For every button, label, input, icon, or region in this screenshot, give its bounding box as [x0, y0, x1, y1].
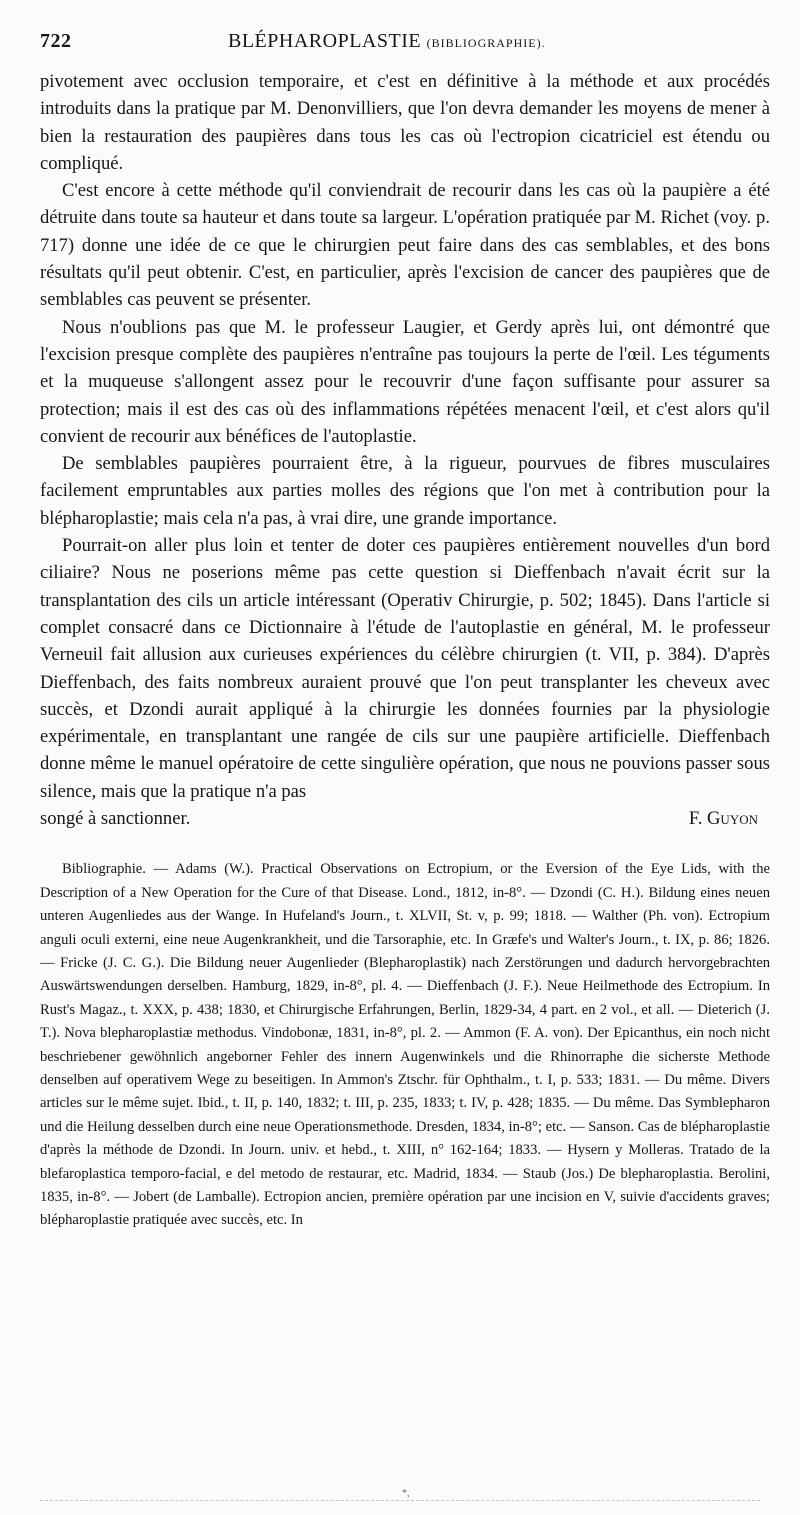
final-line: songé à sanctionner. [40, 808, 191, 830]
running-title-main: BLÉPHAROPLASTIE [228, 30, 422, 52]
article-body [40, 68, 770, 832]
paragraph: pivotement avec occlusion temporaire, et c'est en définitive à la méthode et aux procédés introduits dans la pratique par M. Denonvilliers, que l'on devra demander les moyens de mener à bien la restauration des paupières dans tous les cas où l'ectropion cicatriciel est étendu ou compliqué. [40, 71, 770, 174]
footer-rule [40, 1500, 760, 1501]
bibliography: Bibliographie. — Adams (W.). Practical Observations on Ectropium, or the Eversion of the Eye Lids, with the Description of a New Operation for the Cure of that Disease. Lond., 1812, in-8°. — Dzondi (C. H.). Bildung eines neuen unteren Augenliedes aus der Wange. In Hufeland's Journ., t. XLVII, St. v, p. 99; 1818. — Walther (Ph. von). Ectropium anguli oculi externi, eine neue Augenkrankheit, und die Tarsoraphie, etc. In Græfe's und Walter's Journ., t. IX, p. 86; 1826. — Fricke (J. C. G.). Die Bildung neuer Augenlieder (Blepharoplastik) nach Zerstörungen und dadurch hervorgebrachten Auswärtswendungen derselben. Hamburg, 1829, in-8°, pl. 4. — Dieffenbach (J. F.). Neue Heilmethode des Ectropium. In Rust's Magaz., t. XXX, p. 438; 1830, et Chirurgische Erfahrungen, Berlin, 1829-34, 4 part. en 2 vol., et all. — Dieterich (J. T.). Nova blepharoplastiæ methodus. Vindobonæ, 1831, in-8°, pl. 2. — Ammon (F. A. von). Der Epicanthus, ein noch nicht beschriebener gewöhnlich angeborner Fehler des innern Augenwinkels und die Rhinorraphe die sicherste Methode denselben auf operativem Wege zu beseitigen. In Ammon's Ztschr. für Ophthalm., t. I, p. 533; 1831. — Du même. Divers articles sur le même sujet. Ibid., t. II, p. 140, 1832; t. III, p. 235, 1833; t. IV, p. 428; 1835. — Du même. Das Symblepharon und die Heilung desselben durch eine neue Operationsmethode. Dresden, 1834, in-8°; etc. — Sanson. Cas de blépharoplastie d'après la méthode de Dzondi. In Journ. univ. et hebd., t. XIII, n° 162-164; 1833. — Hysern y Molleras. Tratado de la blefaroplastica temporo-facial, e del metodo de restaurar, etc. Madrid, 1834. — Staub (Jos.) De blepharoplastia. Berolini, 1835, in-8°. — Jobert (de Lamballe). Ectropion ancien, première opération par une incision en V, suivie d'accidents graves; blépharoplastie pratiquée avec succès, etc. In [40, 861, 770, 1229]
paragraph: Nous n'oublions pas que M. le professeur Laugier, et Gerdy après lui, ont démontré que l'excision presque complète des paupières n'entraîne pas toujours la perte de l'œil. Les téguments et la muqueuse s'allongent assez pour le recouvrir d'une façon suffisante pour assurer sa protection; mais il est des cas où des inflammations répétées menacent l'œil, et c'est alors qu'il convient de recourir aux bénéfices de l'autoplastie. [40, 316, 770, 447]
page [40, 30, 770, 1233]
signature-line [40, 805, 770, 832]
running-title [228, 30, 546, 53]
author-signature: F. Guyon [688, 808, 758, 830]
paragraph: De semblables paupières pourraient être, à la rigueur, pourvues de fibres musculaires facilement empruntables aux parties molles des régions que l'on met à contribution pour la blépharoplastie; mais cela n'a pas, à vrai dire, une grande importance. [40, 453, 770, 529]
paragraph: Pourrait-on aller plus loin et tenter de doter ces paupières entièrement nouvelles d'un bord ciliaire? Nous ne poserions même pas cette question si Dieffenbach n'avait écrit sur la transplantation des cils un article intéressant (Operativ Chirurgie, p. 502; 1845). Dans l'article si complet consacré dans ce Dictionnaire à l'étude de l'autoplastie en général, M. le professeur Verneuil fait allusion aux curieuses expériences du célèbre chirurgien (t. VII, p. 384). D'après Dieffenbach, des faits nombreux auraient prouvé que l'on peut transplanter les cheveux avec succès, et Dzondi aurait appliqué à la chirurgie les données fournies par la physiologie expérimentale, en transplantant une rangée de cils sur une paupière artificielle. Dieffenbach donne même le manuel opératoire de cette singulière opération, que nous ne pouvions passer sous silence, mais que la pratique n'a pas [40, 535, 770, 802]
running-header [40, 30, 770, 68]
page-number: 722 [40, 30, 72, 52]
paragraph: C'est encore à cette méthode qu'il conviendrait de recourir dans les cas où la paupière a été détruite dans toute sa hauteur et dans toute sa largeur. L'opération pratiquée par M. Richet (voy. p. 717) donne une idée de ce que le chirurgien peut faire dans des cas semblables, et des bons résultats qu'il peut obtenir. C'est, en particulier, après l'excision de cancer des paupières que de semblables cas peuvent se présenter. [40, 180, 770, 311]
stray-mark: *, [402, 1488, 410, 1499]
running-title-sub: (BIBLIOGRAPHIE). [426, 36, 546, 50]
